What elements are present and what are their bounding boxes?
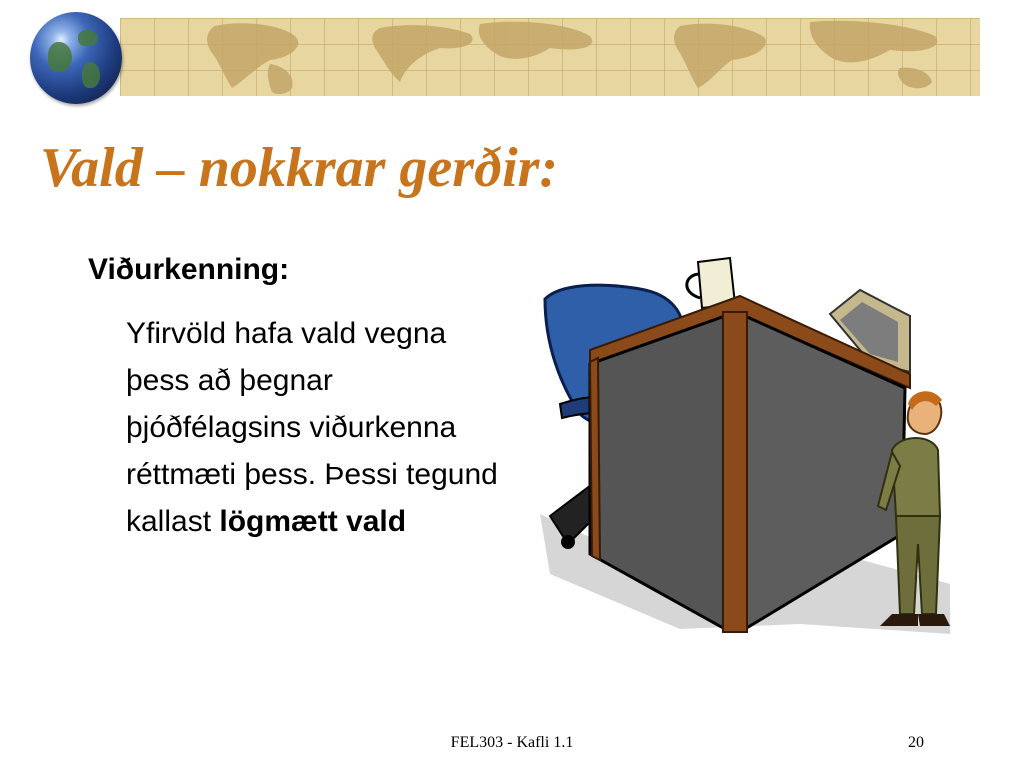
world-map-shapes	[120, 18, 980, 96]
body-text: Yfirvöld hafa vald vegna þess að þegnar þjóðfélagsins viðurkenna réttmæti þess. Þessi tegund kallast	[126, 317, 498, 538]
globe-icon	[30, 12, 122, 104]
world-map-banner	[120, 18, 980, 96]
body-paragraph	[126, 310, 516, 545]
page-number: 20	[908, 734, 924, 751]
boss-desk-clipart	[540, 254, 950, 634]
section-heading: Viðurkenning:	[88, 253, 290, 286]
body-bold-term: lögmætt vald	[219, 505, 407, 538]
desk-corner-post	[723, 312, 747, 632]
slide-title: Vald – nokkrar gerðir:	[40, 137, 559, 199]
footer-course-label: FEL303 - Kafli 1.1	[450, 734, 574, 751]
